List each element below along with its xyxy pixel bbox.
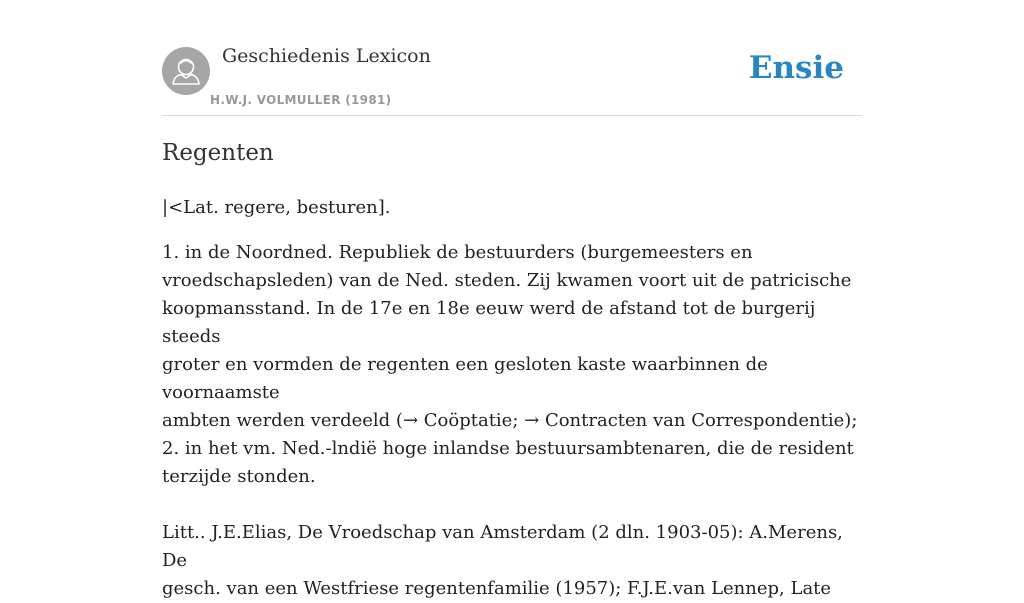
body-line: koopmansstand. In de 17e en 18e eeuw werd de afstand tot de burgerij steeds xyxy=(162,298,816,347)
brand-logo[interactable]: Ensie xyxy=(748,50,844,86)
body-line: 1. in de Noordned. Republiek de bestuurders (burgemeesters en xyxy=(162,242,753,263)
author-name[interactable]: H.W.J. VOLMULLER (1981) xyxy=(210,93,392,107)
etymology: |<Lat. regere, besturen]. xyxy=(162,197,391,218)
refs-separator: ; xyxy=(512,410,525,431)
user-icon xyxy=(162,47,210,95)
refs-prefix: ambten werden verdeeld ( xyxy=(162,410,403,431)
ref-link-cooptatie[interactable]: → Coöptatie xyxy=(402,410,513,431)
ref-link-contracten[interactable]: → Contracten van Correspondentie xyxy=(524,410,845,431)
book-title[interactable]: Geschiedenis Lexicon xyxy=(222,45,431,67)
page xyxy=(162,0,862,599)
body-line: terzijde stonden. xyxy=(162,466,316,487)
body-line-references xyxy=(162,407,862,435)
body-line: 2. in het vm. Ned.-lndië hoge inlandse bestuursambtenaren, die de resident xyxy=(162,438,854,459)
paragraph-gap xyxy=(162,491,862,519)
body-line: vroedschapsleden) van de Ned. steden. Zij kwamen voort uit de patricische xyxy=(162,270,852,291)
literature-line: gesch. van een Westfriese regentenfamilie (1957); F.J.E.van Lennep, Late xyxy=(162,578,832,599)
entry-body xyxy=(162,239,862,603)
entry-title: Regenten xyxy=(162,140,274,166)
body-line: groter en vormden de regenten een gesloten kaste waarbinnen de voornaamste xyxy=(162,354,768,403)
literature-line: Litt.. J.E.Elias, De Vroedschap van Amsterdam (2 dln. 1903-05): A.Merens, De xyxy=(162,522,843,571)
avatar[interactable] xyxy=(162,47,210,95)
refs-suffix: ); xyxy=(844,410,858,431)
header xyxy=(162,0,862,116)
